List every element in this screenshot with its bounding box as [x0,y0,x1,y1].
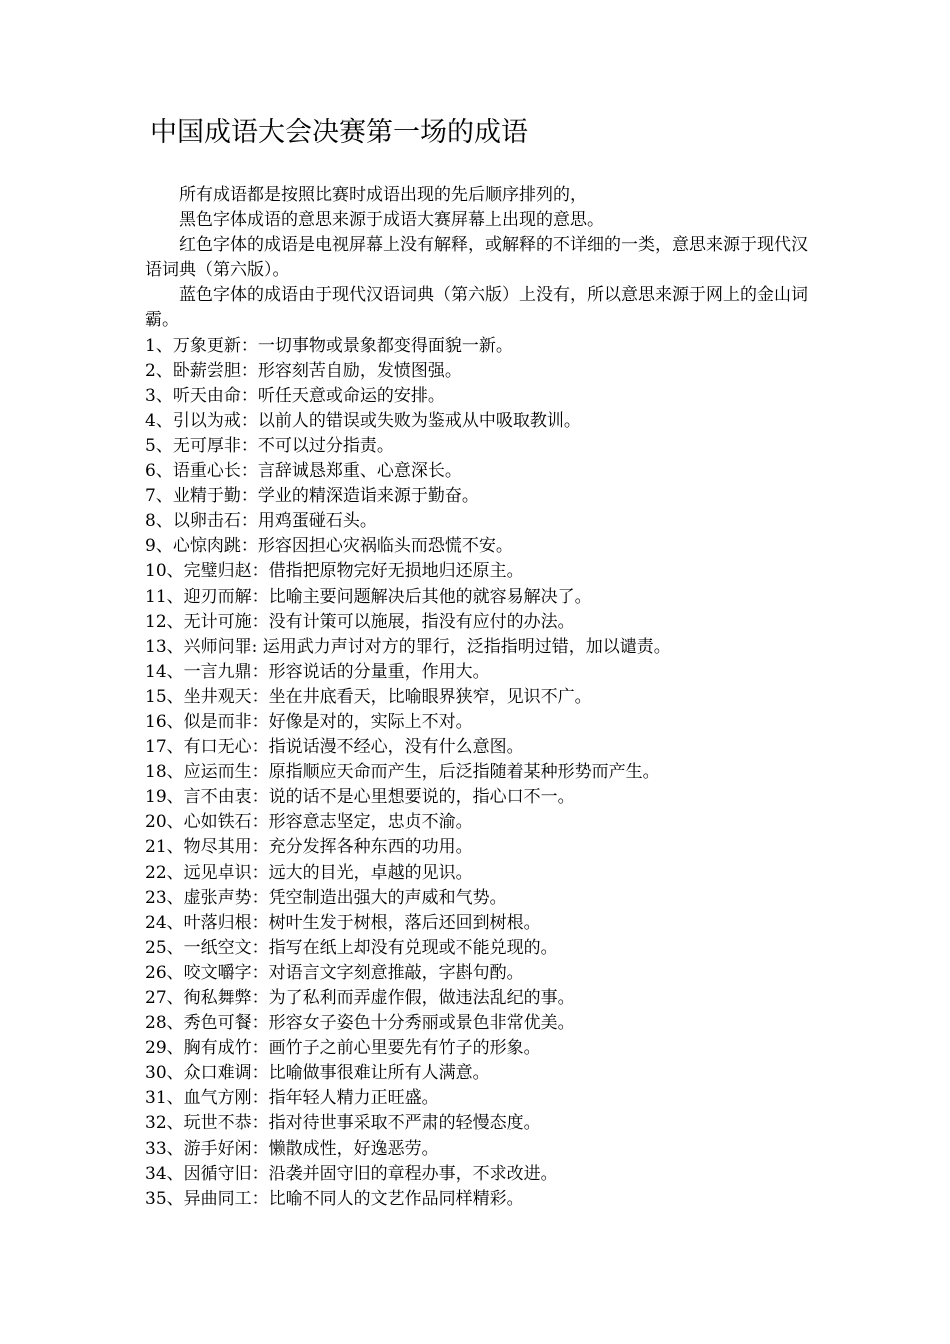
idiom-entry: 16、似是而非：好像是对的，实际上不对。 [145,711,473,732]
idiom-entry: 7、业精于勤：学业的精深造诣来源于勤奋。 [145,486,479,507]
idiom-entry: 22、远见卓识：远大的目光，卓越的见识。 [145,862,473,883]
document-body [145,183,810,1212]
idiom-entry: 32、玩世不恭：指对待世事采取不严肃的轻慢态度。 [145,1113,541,1134]
idiom-entry: 11、迎刃而解：比喻主要问题解决后其他的就容易解决了。 [145,586,592,607]
idiom-entry: 29、胸有成竹：画竹子之前心里要先有竹子的形象。 [145,1038,541,1059]
idiom-entry: 34、因循守旧：沿袭并固守旧的章程办事，不求改进。 [145,1163,558,1184]
idiom-entry: 30、众口难调：比喻做事很难让所有人满意。 [145,1063,490,1084]
idiom-entry: 17、有口无心：指说话漫不经心，没有什么意图。 [145,737,524,758]
idiom-entry: 5、无可厚非：不可以过分指责。 [145,435,394,456]
idiom-entry: 8、以卵击石：用鸡蛋碰石头。 [145,511,377,532]
idiom-entry: 9、心惊肉跳：形容因担心灾祸临头而恐慌不安。 [145,536,513,557]
idiom-entry: 20、心如铁石：形容意志坚定，忠贞不渝。 [145,812,473,833]
idiom-entry: 14、一言九鼎：形容说话的分量重，作用大。 [145,661,490,682]
intro-paragraph: 红色字体的成语是电视屏幕上没有解释，或解释的不详细的一类，意思来源于现代汉语词典（第六版）。 [145,235,808,281]
idiom-entry: 25、一纸空文：指写在纸上却没有兑现或不能兑现的。 [145,937,558,958]
idiom-entry: 1、万象更新：一切事物或景象都变得面貌一新。 [145,335,513,356]
idiom-entry: 12、无计可施：没有计策可以施展，指没有应付的办法。 [145,611,575,632]
idiom-entry: 19、言不由衷：说的话不是心里想要说的，指心口不一。 [145,787,575,808]
idiom-entry: 6、语重心长：言辞诚恳郑重、心意深长。 [145,461,462,482]
idiom-entry: 3、听天由命：听任天意或命运的安排。 [145,385,445,406]
idiom-entry: 4、引以为戒：以前人的错误或失败为鉴戒从中吸取教训。 [145,410,581,431]
idiom-entry: 23、虚张声势：凭空制造出强大的声威和气势。 [145,887,507,908]
idiom-entry: 31、血气方刚：指年轻人精力正旺盛。 [145,1088,439,1109]
idiom-entry: 18、应运而生：原指顺应天命而产生，后泛指随着某种形势而产生。 [145,762,660,783]
idiom-entry: 21、物尽其用：充分发挥各种东西的功用。 [145,837,473,858]
idiom-entry: 2、卧薪尝胆：形容刻苦自励，发愤图强。 [145,360,462,381]
idiom-entry: 33、游手好闲：懒散成性，好逸恶劳。 [145,1138,439,1159]
idiom-entry: 10、完璧归赵：借指把原物完好无损地归还原主。 [145,561,524,582]
idiom-entry: 15、坐井观天：坐在井底看天，比喻眼界狭窄，见识不广。 [145,686,592,707]
idiom-entry: 28、秀色可餐：形容女子姿色十分秀丽或景色非常优美。 [145,1013,575,1034]
idiom-entry: 26、咬文嚼字：对语言文字刻意推敲，字斟句酌。 [145,962,524,983]
intro-paragraph: 黑色字体成语的意思来源于成语大赛屏幕上出现的意思。 [179,210,604,231]
intro-paragraph: 所有成语都是按照比赛时成语出现的先后顺序排列的， [179,185,587,205]
idiom-entry: 27、徇私舞弊：为了私利而弄虚作假，做违法乱纪的事。 [145,988,575,1008]
idiom-entry: 13、兴师问罪: 运用武力声讨对方的罪行，泛指指明过错，加以谴责。 [145,636,671,657]
idiom-entry: 24、叶落归根：树叶生发于树根，落后还回到树根。 [145,912,541,933]
idiom-entry: 35、异曲同工：比喻不同人的文艺作品同样精彩。 [145,1188,524,1209]
intro-paragraph: 蓝色字体的成语由于现代汉语词典（第六版）上没有，所以意思来源于网上的金山词霸。 [145,285,808,331]
page-title: 中国成语大会决赛第一场的成语 [150,117,528,148]
